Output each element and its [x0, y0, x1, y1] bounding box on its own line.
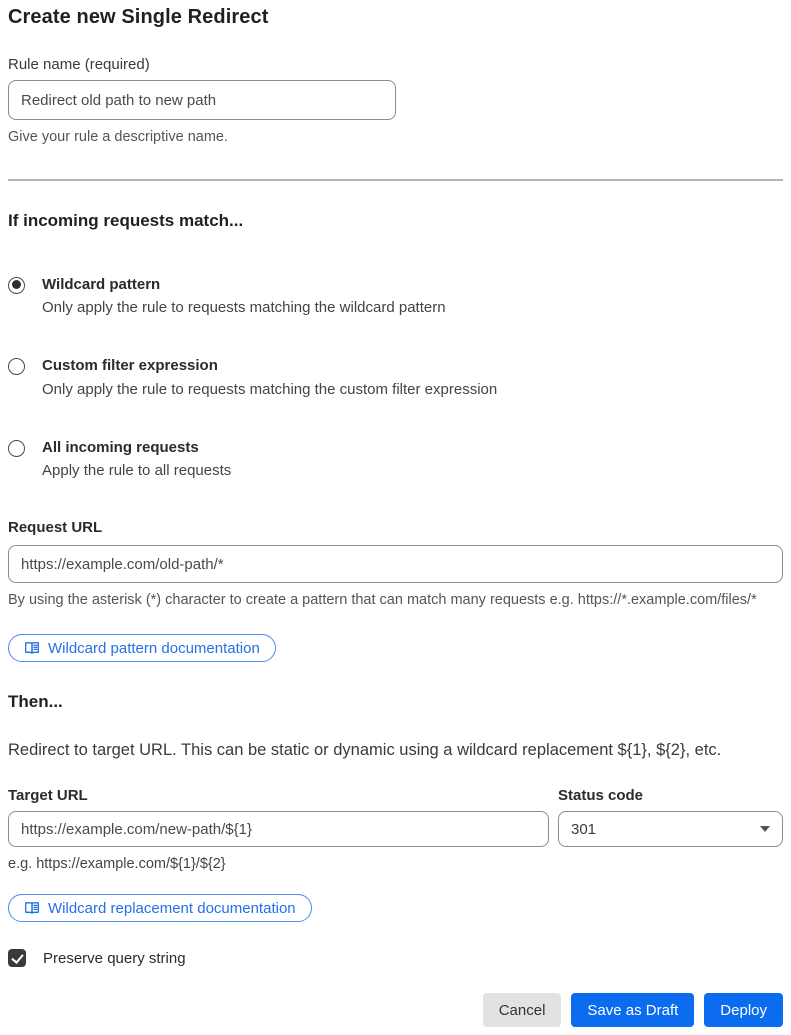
match-type-radio-group — [8, 275, 783, 482]
doc-button-label: Wildcard replacement documentation — [48, 899, 296, 917]
rule-name-input[interactable] — [8, 80, 396, 120]
footer-actions — [8, 993, 783, 1027]
radio-option-wildcard-pattern[interactable] — [8, 275, 783, 319]
target-row — [8, 787, 783, 847]
page-title: Create new Single Redirect — [8, 6, 269, 28]
radio-option-label: All incoming requests — [42, 438, 199, 456]
status-code-group — [558, 787, 783, 847]
radio-option-description: Apply the rule to all requests — [42, 462, 232, 479]
preserve-query-checkbox[interactable] — [8, 949, 26, 967]
radio-option-custom-filter[interactable] — [8, 356, 783, 400]
preserve-query-label: Preserve query string — [43, 949, 186, 967]
request-url-helper: By using the asterisk (*) character to create a pattern that can match many requests e.g. https://*.example.com/files/* — [8, 592, 757, 609]
rule-name-label: Rule name (required) — [8, 56, 150, 73]
target-url-label: Target URL — [8, 787, 88, 805]
status-code-select[interactable] — [558, 811, 783, 847]
target-url-group — [8, 787, 549, 847]
radio-option-description: Only apply the rule to requests matching the wildcard pattern — [42, 299, 446, 316]
wildcard-replacement-docs-button[interactable] — [8, 894, 312, 922]
radio-button-selected[interactable] — [8, 277, 25, 294]
request-url-label: Request URL — [8, 519, 103, 537]
radio-button[interactable] — [8, 358, 25, 375]
wildcard-pattern-docs-button[interactable] — [8, 634, 276, 662]
save-as-draft-button[interactable]: Save as Draft — [571, 993, 694, 1027]
radio-option-all-requests[interactable] — [8, 438, 783, 482]
request-url-input[interactable] — [8, 545, 783, 583]
rule-name-helper: Give your rule a descriptive name. — [8, 129, 229, 145]
deploy-button[interactable]: Deploy — [704, 993, 783, 1027]
then-description: Redirect to target URL. This can be static or dynamic using a wildcard replacement ${1}, ${2}, etc. — [8, 741, 722, 759]
doc-button-label: Wildcard pattern documentation — [48, 639, 260, 657]
target-url-input[interactable] — [8, 811, 549, 847]
target-url-helper: e.g. https://example.com/${1}/${2} — [8, 856, 226, 873]
then-section-heading: Then... — [8, 692, 63, 711]
rule-name-group — [8, 56, 783, 149]
cancel-button[interactable]: Cancel — [483, 993, 562, 1027]
radio-option-label: Wildcard pattern — [42, 275, 161, 293]
status-code-value: 301 — [571, 820, 597, 838]
match-section-heading: If incoming requests match... — [8, 210, 244, 230]
radio-button[interactable] — [8, 440, 25, 457]
section-divider — [8, 179, 783, 181]
status-code-label: Status code — [558, 787, 644, 805]
book-icon — [24, 900, 40, 916]
radio-option-description: Only apply the rule to requests matching the custom filter expression — [42, 380, 498, 398]
chevron-down-icon — [760, 826, 770, 832]
preserve-query-string-row[interactable] — [8, 949, 783, 967]
book-icon — [24, 640, 40, 656]
radio-option-label: Custom filter expression — [42, 357, 218, 375]
request-url-group — [8, 519, 783, 612]
